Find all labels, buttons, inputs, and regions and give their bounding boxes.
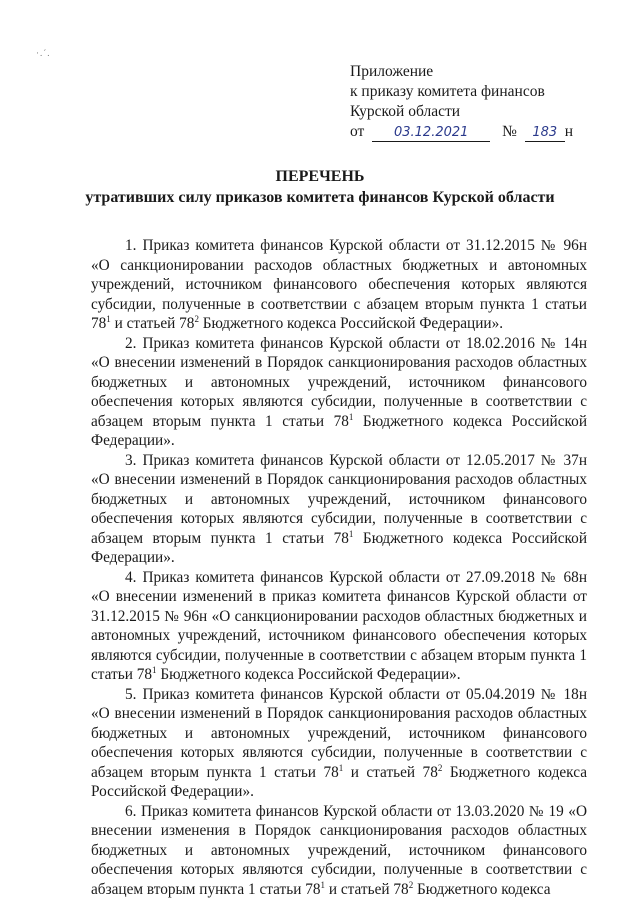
- item-superscript: 2: [194, 314, 199, 324]
- item-text: 3. Приказ комитета финансов Курской области от 12.05.2017 № 37н «О внесении изменений в Порядок санкционирования расходов областных бюджетных и автономных учреждений, источником финансового обеспечения которых являются субсидии, полученные в соответствии с абзацем вторым пункта 1 статьи 78: [91, 451, 587, 547]
- item-text: и статьей 78: [325, 880, 409, 898]
- document-title: ПЕРЕЧЕНЬ: [275, 168, 365, 185]
- number-suffix: н: [564, 123, 574, 140]
- appendix-line-1: Приложение: [350, 63, 434, 80]
- list-item: [91, 334, 587, 451]
- list-item: [91, 568, 587, 685]
- item-superscript: 1: [348, 411, 354, 422]
- appendix-date-line: [350, 122, 612, 142]
- appendix-header: [350, 62, 612, 142]
- item-text: и статьей 78: [110, 315, 195, 332]
- item-text: Бюджетного кодекса: [413, 880, 551, 898]
- handwritten-date: 03.12.2021: [372, 125, 490, 142]
- item-text: 2. Приказ комитета финансов Курской области от 18.02.2016 № 14н «О внесении изменений в Порядок санкционирования расходов областных бюджетных и автономных учреждений, источником финансового обеспечения которых являются субсидии, полученные в соответствии с абзацем вторым пункта 1 статьи 78: [91, 334, 587, 430]
- list-item: [91, 451, 587, 568]
- item-superscript: 1: [348, 528, 354, 539]
- item-text: Бюджетного кодекса Российской Федерации».: [91, 763, 587, 800]
- item-superscript: 2: [437, 762, 443, 773]
- document-body: [91, 236, 587, 899]
- list-item: [91, 236, 587, 334]
- item-text: 6. Приказ комитета финансов Курской области от 13.03.2020 № 19 «О внесении изменения в Порядок санкционирования расходов областных бюджетных и автономных учреждений, источником финансового обеспечения которых являются субсидии, полученные в соответствии с абзацем вторым пункта 1 статьи 78: [91, 802, 587, 898]
- number-prefix: №: [502, 123, 517, 140]
- item-text: 1. Приказ комитета финансов Курской области от 31.12.2015 № 96н «О санкционировании расходов областных бюджетных и автономных учреждений, источником финансового обеспечения которых являются субсидии, полученные в соответствии с абзацем вторым пункта 1 статьи 78: [91, 237, 587, 332]
- item-text: Бюджетного кодекса Российской Федерации».: [91, 412, 588, 449]
- item-superscript: 1: [320, 879, 326, 890]
- item-superscript: 2: [408, 879, 414, 890]
- item-text: Бюджетного кодекса Российской Федерации».: [91, 529, 588, 566]
- appendix-line-2: к приказу комитета финансов: [350, 83, 545, 100]
- item-text: Бюджетного кодекса Российской Федерации».: [156, 666, 461, 683]
- item-superscript: 1: [338, 762, 344, 773]
- date-prefix: от: [350, 123, 365, 140]
- document-subtitle: утративших силу приказов комитета финансов Курской области: [85, 189, 555, 206]
- item-text: Бюджетного кодекса Российской Федерации».: [198, 315, 504, 332]
- item-text: 4. Приказ комитета финансов Курской области от 27.09.2018 № 68н «О внесении изменений в приказ комитета финансов Курской области от 31.12.2015 № 96н «О санкционировании расходов областных бюджетных и автономных учреждений, источником финансового обеспечения которых являются субсидии, полученные в соответствии с абзацем вторым пункта 1 статьи 78: [91, 568, 587, 683]
- item-text: и статьей 78: [343, 763, 438, 781]
- list-item: [91, 685, 587, 802]
- item-text: 5. Приказ комитета финансов Курской области от 05.04.2019 № 18н «О внесении изменений в Порядок санкционирования расходов областных бюджетных и автономных учреждений, источником финансового обеспечения которых являются субсидии, полученные в соответствии с абзацем вторым пункта 1 статьи 78: [91, 685, 587, 781]
- item-superscript: 1: [152, 665, 157, 675]
- list-item: [91, 802, 587, 900]
- appendix-line-3: Курской области: [350, 103, 461, 120]
- item-superscript: 1: [106, 314, 111, 324]
- handwritten-number: 183: [525, 125, 565, 142]
- scan-speck: ·.´.: [36, 48, 51, 58]
